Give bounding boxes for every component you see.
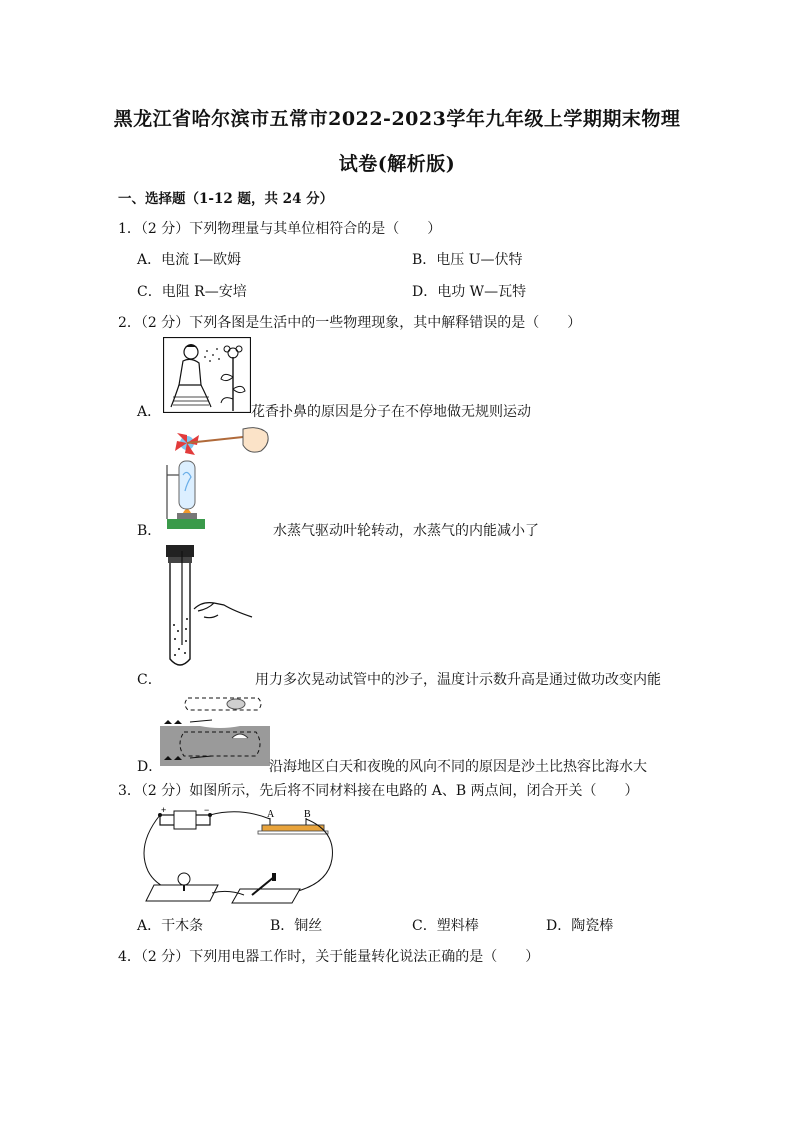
q2-stem: 2．（2 分）下列各图是生活中的一些物理现象，其中解释错误的是（ ） [118, 315, 582, 331]
q4-stem: 4．（2 分）下列用电器工作时，关于能量转化说法正确的是（ ） [118, 949, 540, 965]
q2-figure-b-steam-wheel [163, 425, 275, 531]
q2-b-label: B． [137, 523, 162, 539]
q1-stem: 1．（2 分）下列物理量与其单位相符合的是（ ） [118, 221, 442, 237]
q2-c-text: 用力多次晃动试管中的沙子，温度计示数升高是通过做功改变内能 [255, 672, 661, 688]
q1-option-d: D．电功 W—瓦特 [412, 284, 527, 300]
q1-option-c: C．电阻 R—安培 [137, 284, 247, 300]
point-b-label: B [304, 809, 311, 820]
q2-figure-c-test-tube [158, 545, 254, 675]
section-heading: 一、选择题（1-12 题，共 24 分） [118, 191, 334, 207]
doc-title-line2: 试卷(解析版) [338, 153, 456, 175]
q3-stem: 3．（2 分）如图所示，先后将不同材料接在电路的 A、B 两点间，闭合开关（ ） [118, 783, 639, 799]
q3-option-c: C．塑料棒 [412, 918, 479, 934]
q2-figure-a-flower-smell [163, 337, 251, 413]
q3-option-b: B．铜丝 [270, 918, 323, 934]
q2-c-label: C． [137, 672, 162, 688]
q3-option-a: A．干木条 [137, 918, 204, 934]
q3-figure-circuit [140, 805, 340, 909]
q1-option-b: B．电压 U—伏特 [412, 252, 523, 268]
q2-a-text: 花香扑鼻的原因是分子在不停地做无规则运动 [251, 404, 531, 420]
q2-figure-d-sea-breeze [160, 690, 270, 770]
q2-b-text: 水蒸气驱动叶轮转动，水蒸气的内能减小了 [273, 523, 539, 539]
q2-a-label: A． [137, 404, 162, 420]
point-a-label: A [267, 809, 275, 820]
battery-minus-sign: − [204, 805, 210, 815]
q3-option-d: D．陶瓷棒 [546, 918, 614, 934]
q1-option-a: A．电流 I—欧姆 [137, 252, 242, 268]
q2-d-text: 沿海地区白天和夜晚的风向不同的原因是沙土比热容比海水大 [269, 759, 647, 775]
battery-plus-sign: + [161, 805, 167, 815]
q2-d-label: D． [137, 759, 163, 775]
doc-title-line1: 黑龙江省哈尔滨市五常市2022-2023学年九年级上学期期末物理 [113, 108, 681, 130]
